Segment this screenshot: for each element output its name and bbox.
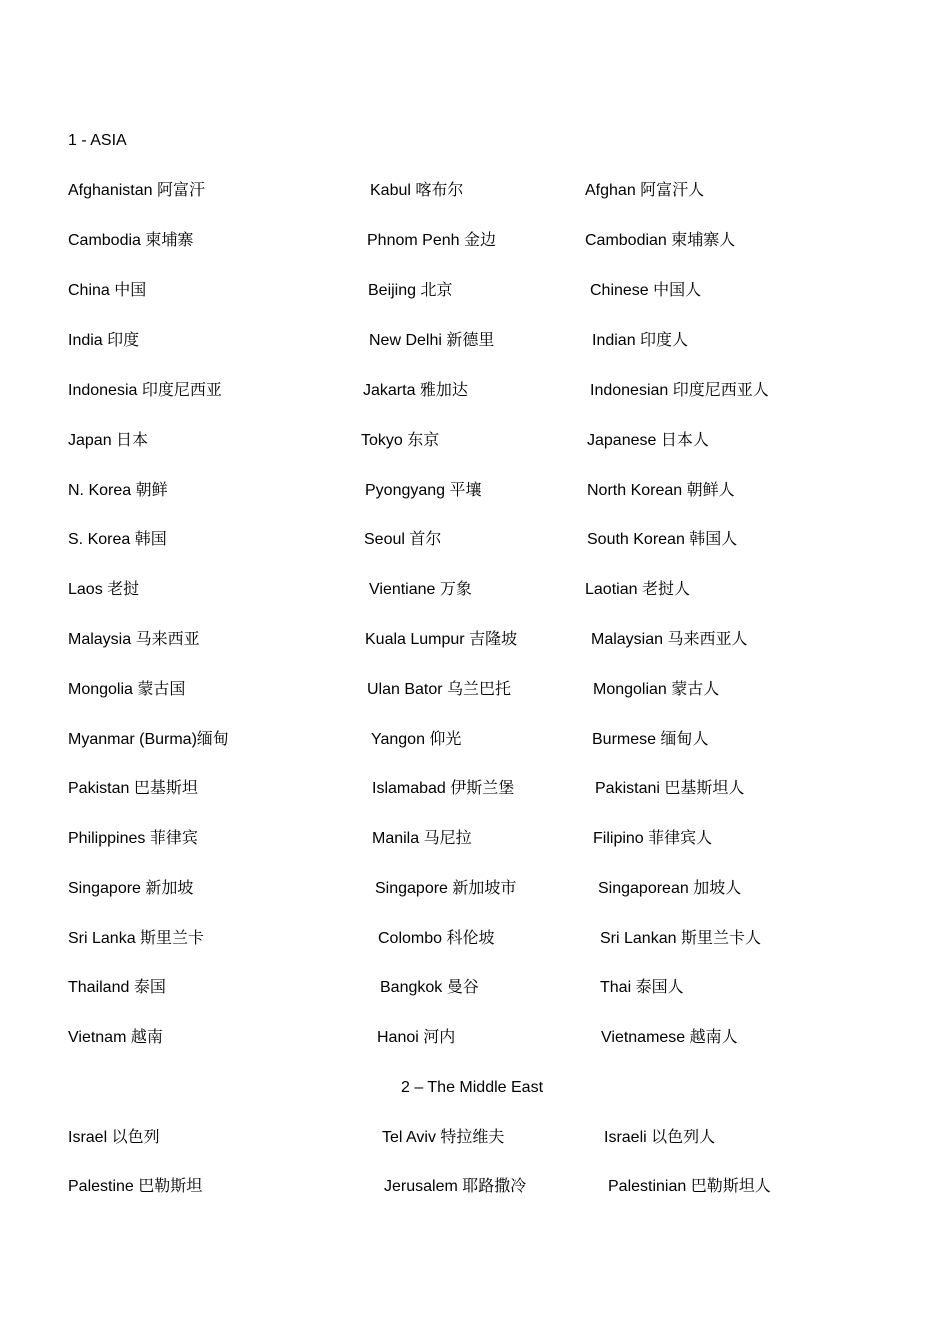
nationality-cell: Pakistani 巴基斯坦人 (595, 780, 745, 797)
country-cell: Mongolia 蒙古国 (68, 681, 186, 698)
table-row (0, 181, 950, 201)
country-cell: Pakistan 巴基斯坦 (68, 780, 198, 797)
country-cell: China 中国 (68, 282, 147, 299)
capital-cell: Yangon 仰光 (371, 731, 462, 748)
table-row (0, 680, 950, 700)
country-cell: Myanmar (Burma)缅甸 (68, 731, 229, 748)
table-row (0, 978, 950, 998)
country-cell: Palestine 巴勒斯坦 (68, 1178, 203, 1195)
capital-cell: Kabul 喀布尔 (370, 182, 464, 199)
country-cell: Vietnam 越南 (68, 1029, 163, 1046)
country-cell: Japan 日本 (68, 432, 149, 449)
nationality-cell: Thai 泰国人 (600, 979, 684, 996)
nationality-cell: Malaysian 马来西亚人 (591, 631, 748, 648)
nationality-cell: Vietnamese 越南人 (601, 1029, 738, 1046)
country-cell: Laos 老挝 (68, 581, 140, 598)
capital-cell: Tel Aviv 特拉维夫 (382, 1129, 505, 1146)
nationality-cell: Filipino 菲律宾人 (593, 830, 713, 847)
table-row (0, 481, 950, 501)
capital-cell: New Delhi 新德里 (369, 332, 495, 349)
capital-cell: Hanoi 河内 (377, 1029, 456, 1046)
table-row (0, 331, 950, 351)
table-row (0, 779, 950, 799)
table-row (0, 1028, 950, 1048)
capital-cell: Phnom Penh 金边 (367, 232, 496, 249)
capital-cell: Colombo 科伦坡 (378, 930, 495, 947)
capital-cell: Kuala Lumpur 吉隆坡 (365, 631, 518, 648)
table-row (0, 1128, 950, 1148)
country-cell: India 印度 (68, 332, 140, 349)
country-cell: Israel 以色列 (68, 1129, 160, 1146)
country-cell: S. Korea 韩国 (68, 531, 167, 548)
nationality-cell: Indonesian 印度尼西亚人 (590, 382, 769, 399)
capital-cell: Manila 马尼拉 (372, 830, 472, 847)
nationality-cell: Israeli 以色列人 (604, 1129, 716, 1146)
nationality-cell: Indian 印度人 (592, 332, 689, 349)
nationality-cell: North Korean 朝鲜人 (587, 482, 735, 499)
country-cell: Philippines 菲律宾 (68, 830, 198, 847)
capital-cell: Ulan Bator 乌兰巴托 (367, 681, 512, 698)
section-heading-asia: 1 - ASIA (68, 132, 127, 149)
country-cell: Singapore 新加坡 (68, 880, 194, 897)
country-cell: N. Korea 朝鲜 (68, 482, 168, 499)
nationality-cell: South Korean 韩国人 (587, 531, 738, 548)
table-row (0, 431, 950, 451)
capital-cell: Seoul 首尔 (364, 531, 442, 548)
nationality-cell: Burmese 缅甸人 (592, 731, 709, 748)
nationality-cell: Afghan 阿富汗人 (585, 182, 705, 199)
table-row (0, 879, 950, 899)
capital-cell: Jakarta 雅加达 (363, 382, 468, 399)
capital-cell: Bangkok 曼谷 (380, 979, 479, 996)
section-heading-middle-east: 2 – The Middle East (401, 1079, 544, 1096)
country-cell: Cambodia 柬埔寨 (68, 232, 194, 249)
country-cell: Afghanistan 阿富汗 (68, 182, 205, 199)
country-cell: Indonesia 印度尼西亚 (68, 382, 222, 399)
nationality-cell: Palestinian 巴勒斯坦人 (608, 1178, 771, 1195)
table-row (0, 580, 950, 600)
capital-cell: Islamabad 伊斯兰堡 (372, 780, 515, 797)
table-row (0, 530, 950, 550)
capital-cell: Jerusalem 耶路撒冷 (384, 1178, 527, 1195)
table-row (0, 829, 950, 849)
country-cell: Malaysia 马来西亚 (68, 631, 200, 648)
country-cell: Thailand 泰国 (68, 979, 166, 996)
table-row (0, 381, 950, 401)
table-row (0, 1177, 950, 1197)
nationality-cell: Singaporean 加坡人 (598, 880, 742, 897)
table-row (0, 730, 950, 750)
nationality-cell: Laotian 老挝人 (585, 581, 690, 598)
table-row (0, 281, 950, 301)
nationality-cell: Japanese 日本人 (587, 432, 709, 449)
nationality-cell: Sri Lankan 斯里兰卡人 (600, 930, 761, 947)
capital-cell: Beijing 北京 (368, 282, 453, 299)
nationality-cell: Mongolian 蒙古人 (593, 681, 720, 698)
nationality-cell: Chinese 中国人 (590, 282, 702, 299)
table-row (0, 630, 950, 650)
table-row (0, 231, 950, 251)
table-row (0, 929, 950, 949)
capital-cell: Vientiane 万象 (369, 581, 472, 598)
capital-cell: Singapore 新加坡市 (375, 880, 517, 897)
capital-cell: Tokyo 东京 (361, 432, 440, 449)
capital-cell: Pyongyang 平壤 (365, 482, 482, 499)
nationality-cell: Cambodian 柬埔寨人 (585, 232, 736, 249)
country-cell: Sri Lanka 斯里兰卡 (68, 930, 205, 947)
